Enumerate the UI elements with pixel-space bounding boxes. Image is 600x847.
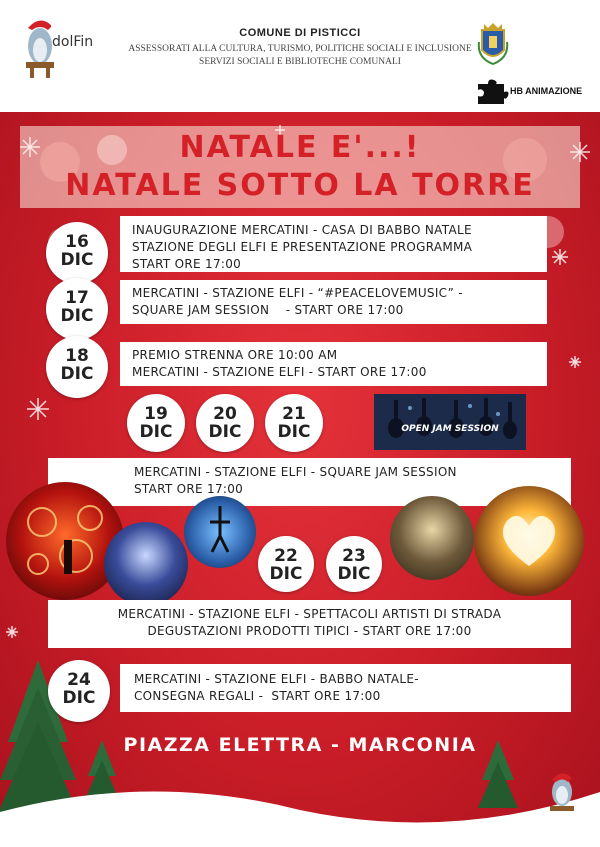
- date-18-month: DIC: [60, 364, 94, 384]
- heart-flame-icon: [474, 486, 584, 596]
- christmas-poster: [0, 112, 600, 847]
- open-jam-session-banner: [374, 394, 526, 450]
- event-19-21-line-1: MERCATINI - STAZIONE ELFI - SQUARE JAM SESSION: [134, 465, 457, 479]
- header: [0, 0, 600, 112]
- hb-animazione-text: HB ANIMAZIONE: [510, 86, 583, 96]
- date-17: [46, 278, 108, 340]
- event-17-line-2: SQUARE JAM SESSION - START ORE 17:00: [132, 303, 404, 317]
- title-line-1: NATALE E'...!: [179, 130, 421, 165]
- event-18-line-2: MERCATINI - STAZIONE ELFI - START ORE 17:00: [132, 365, 427, 379]
- municipal-crest-icon: [476, 22, 510, 66]
- event-18-line-1: PREMIO STRENNA ORE 10:00 AM: [132, 348, 338, 362]
- date-18-day: 18: [65, 346, 89, 366]
- date-21-month: DIC: [277, 422, 311, 442]
- event-17-box: [120, 280, 547, 324]
- title-banner: [20, 126, 580, 208]
- date-20-month: DIC: [208, 422, 242, 442]
- date-24-day: 24: [67, 670, 91, 690]
- event-19-21-line-2: START ORE 17:00: [134, 482, 244, 496]
- event-17-line-1: MERCATINI - STAZIONE ELFI - “#PEACELOVEMUSIC” -: [132, 286, 463, 300]
- date-22: [258, 536, 314, 592]
- dolfin-brand-text: dolFin: [52, 34, 94, 50]
- event-24-box: [120, 664, 571, 712]
- photo-aerial-acrobat: [184, 496, 256, 568]
- date-16: [46, 222, 108, 284]
- date-16-month: DIC: [60, 250, 94, 270]
- event-16-line-3: START ORE 17:00: [132, 257, 242, 271]
- event-22-23-line-1: MERCATINI - STAZIONE ELFI - SPETTACOLI ARTISTI DI STRADA: [117, 607, 502, 621]
- date-22-day: 22: [274, 546, 298, 566]
- date-24: [48, 660, 110, 722]
- date-19-day: 19: [144, 404, 168, 424]
- guitars-icon: [374, 394, 526, 450]
- date-19-month: DIC: [139, 422, 173, 442]
- event-16-box: [120, 216, 547, 272]
- photo-stage-performer: [104, 522, 188, 606]
- date-23: [326, 536, 382, 592]
- comune-subtitle-1: ASSESSORATI ALLA CULTURA, TURISMO, POLITICHE SOCIALI E INCLUSIONE: [128, 44, 472, 54]
- date-20: [196, 394, 254, 452]
- photo-street-crowd: [390, 496, 474, 580]
- date-24-month: DIC: [62, 688, 96, 708]
- event-22-23-box: [48, 600, 571, 648]
- event-24-line-2: CONSEGNA REGALI - START ORE 17:00: [134, 689, 381, 703]
- date-16-day: 16: [65, 232, 89, 252]
- event-location: PIAZZA ELETTRA - MARCONIA: [123, 734, 477, 756]
- photo-fire-performer: [6, 482, 124, 600]
- comune-title: COMUNE DI PISTICCI: [239, 27, 361, 39]
- event-18-box: [120, 342, 547, 386]
- date-21: [265, 394, 323, 452]
- event-22-23-line-2: DEGUSTAZIONI PRODOTTI TIPICI - START ORE 17:00: [147, 624, 472, 638]
- date-17-month: DIC: [60, 306, 94, 326]
- date-18: [46, 336, 108, 398]
- date-22-month: DIC: [269, 564, 303, 584]
- event-16-line-1: INAUGURAZIONE MERCATINI - CASA DI BABBO NATALE: [132, 223, 472, 237]
- event-24-line-1: MERCATINI - STAZIONE ELFI - BABBO NATALE-: [134, 672, 419, 686]
- title-line-2: NATALE SOTTO LA TORRE: [65, 168, 535, 203]
- date-21-day: 21: [282, 404, 306, 424]
- jam-banner-text: OPEN JAM SESSION: [401, 424, 499, 434]
- date-23-day: 23: [342, 546, 366, 566]
- fire-pattern-icon: [6, 482, 124, 600]
- date-23-month: DIC: [337, 564, 371, 584]
- photo-fire-heart: [474, 486, 584, 596]
- date-17-day: 17: [65, 288, 89, 308]
- comune-subtitle-2: SERVIZI SOCIALI E BIBLIOTECHE COMUNALI: [199, 57, 401, 67]
- event-16-line-2: STAZIONE DEGLI ELFI E PRESENTAZIONE PROGRAMMA: [132, 240, 473, 254]
- date-20-day: 20: [213, 404, 237, 424]
- date-19: [127, 394, 185, 452]
- acrobat-icon: [184, 496, 256, 568]
